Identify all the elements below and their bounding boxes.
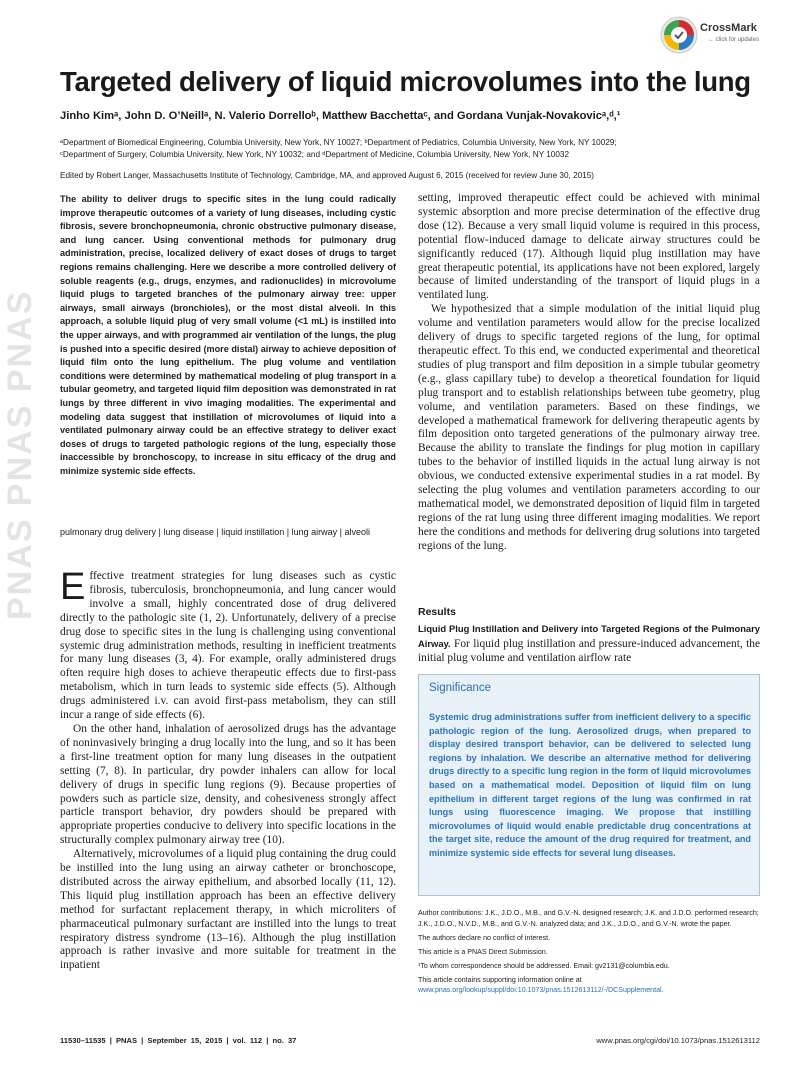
results-text: For liquid plug instillation and pressure-induced advancement, the initial plug volume and ventilation airflow rate <box>418 637 760 664</box>
footer-citation: 11530–11535 | PNAS | September 15, 2015 | vol. 112 | no. 37 <box>60 1036 297 1045</box>
affiliations-line-2: ᶜDepartment of Surgery, Columbia University, New York, NY 10032; and ᵈDepartment of Medicine, Columbia University, New York, NY 10032 <box>60 150 569 159</box>
body-paragraph: We hypothesized that a simple modulation of the initial liquid plug volume and ventilation parameters would allow for the precise localized delivery of drugs to specific targeted regions of the lung, for optimal therapeutic effect. To this end, we conducted experimental and theoretical studies of plug transport and film deposition in a simple tubular geometry (e.g., glass capillary tube) to develop a theoretical foundation for liquid plug transport and to establish relationships between tube geometry, plug volume, and ventilation parameters. Based on these findings, we developed a mathematical framework for delivering therapeutic agents by film deposition onto targeted generations of the pulmonary airway tree. Because the ability to translate the findings for plug motion in capillary tubes to the behavior of instilled liquids in the actual lung airway is not obvious, we conducted extensive experimental studies in a rat model. By selecting the plug volumes and ventilation parameters according to our mathematical model, we demonstrated deposition of liquid film in targeted regions of the rat lung using three different imaging modalities. We report here the conditions and methods for delivering drug solutions into targeted regions of the lung. <box>418 303 760 552</box>
body-right-column <box>418 192 760 554</box>
results-paragraph <box>418 622 760 666</box>
results-heading: Results <box>418 606 456 618</box>
affiliations-line-1: ᵃDepartment of Biomedical Engineering, Columbia University, New York, NY 10027; ᵇDepartment of Pediatrics, Columbia University, New York, NY 10029; <box>60 138 617 147</box>
supporting-info-note <box>418 975 760 996</box>
article-notes <box>418 908 760 999</box>
article-title: Targeted delivery of liquid microvolumes into the lung <box>60 66 751 97</box>
pnas-side-watermark <box>0 150 40 620</box>
supporting-info-link[interactable]: www.pnas.org/lookup/suppl/doi:10.1073/pnas.1512613112/-/DCSupplemental <box>418 986 662 995</box>
affiliations <box>60 137 780 161</box>
crossmark-icon <box>660 16 698 54</box>
keywords: pulmonary drug delivery | lung disease | liquid instillation | lung airway | alveoli <box>60 527 371 537</box>
si-prefix: This article contains supporting information online at <box>418 975 582 984</box>
page-footer <box>60 1036 760 1050</box>
editor-note: Edited by Robert Langer, Massachusetts Institute of Technology, Cambridge, MA, and approved August 6, 2015 (received for review June 30, 2015) <box>60 171 595 180</box>
significance-text: Systemic drug administrations suffer from inefficient delivery to a specific pathologic region of the lung. Aerosolized drugs, when prepared to display desired transport behavior, can be delivered to selected lung regions by inhalation. We describe an alternative method for delivering drugs directly to a specific lung region in the form of liquid microvolumes based on a mathematical model. Deposition of liquid film on lung epithelium in different target regions of the lung was confirmed in rat lungs using fluorescence imaging. We propose that instilling microvolumes of liquid would enable predictable drug concentrations at the target site, reduce the amount of the drug required for treatment, and minimize systemic side effects for several lung diseases. <box>429 712 751 858</box>
body-paragraph: setting, improved therapeutic effect could be achieved with minimal systemic absorption and more precise determination of the effective drug dose (12). Because a very small liquid volume is required in this process, potential flow-induced damage to delicate airway structures could be significantly reduced (17). Although liquid plug instillation may have great therapeutic potential, its applications have not been explored, largely because of limited understanding of the transport of liquid plugs in a ventilated lung. <box>418 192 760 302</box>
submission-note: This article is a PNAS Direct Submission. <box>418 947 548 956</box>
body-paragraph: On the other hand, inhalation of aerosolized drugs has the advantage of noninvasively bringing a drug locally into the lung, and so it has been a first-line treatment option for many lung diseases in the outpatient setting (7, 8). In particular, dry powder inhalers can allow for local delivery of drugs in specific lung regions (9). Because properties of powders such as particle size, density, and cohesiveness strongly affect particle transport behavior, dry powders should be prepared with appropriate properties conducive to delivery into specific locations in the structurally complex pulmonary airway tree (10). <box>60 722 396 847</box>
author-contributions: Author contributions: J.K., J.D.O., M.B., and G.V.-N. designed research; J.K. and J.D.O. performed research; J.K., J.D.O., N.V.D., M.B., and G.V.-N. analyzed data; and J.K., J.D.O., and G.V.-N. wrote the paper. <box>418 909 759 928</box>
abstract: The ability to deliver drugs to specific sites in the lung could radically improve therapeutic outcomes of a variety of lung diseases, including cystic fibrosis, severe bronchopneumonia, chronic obstructive pulmonary disease, and lung cancer. Using conventional methods for pulmonary drug administration, precise, localized delivery of exact doses of drugs to target regions remains challenging. Here we describe a more controlled delivery of soluble reagents (e.g., drugs, enzymes, and radionuclides) in microvolume liquid plugs to targeted branches of the pulmonary airway tree: upper airways, small airways (bronchioles), or the most distal alveoli. In this approach, a soluble liquid plug of very small volume (<1 mL) is instilled into the upper airways, and with programmed air ventilation of the lungs, the plug is pushed into a specific desired (more distal) airway to achieve deposition of liquid film onto the lung epithelium. The plug volume and ventilation conditions were determined by mathematical modeling of plug transport in a tubular geometry, and targeted liquid film deposition was demonstrated in rat lungs by three different in vivo imaging modalities. The experimental and modeling data suggest that instillation of microvolumes of liquid into a ventilated pulmonary airway could be an effective strategy to deliver exact doses of drugs to targeted pathologic regions of the lung, especially those inaccessible by bronchoscopy, to increase in situ efficacy of the drug and minimize systemic side effects. <box>60 194 396 476</box>
body-paragraph: Alternatively, microvolumes of a liquid plug containing the drug could be instilled into the lung using an airway catheter or bronchoscope, distributed across the airway epithelium, and absorbed locally (11, 12). This liquid plug instillation approach has been an effective delivery method for surfactant replacement therapy, in which microliters of pharmaceutical pulmonary surfactant are instilled into the lungs to treat respiratory distress syndrome (13–16). Although the plug instillation approach is rather invasive and more suitable for treatment in the inpatient <box>60 848 396 972</box>
correspondence-note: ¹To whom correspondence should be addressed. Email: gv2131@columbia.edu. <box>418 961 670 970</box>
crossmark-badge[interactable] <box>660 16 770 56</box>
results-subheading: Liquid Plug Instillation and Delivery into Targeted Regions of the Pulmonary Airway. <box>418 623 760 649</box>
watermark-text: PNAS PNAS PNAS <box>1 289 39 620</box>
body-paragraph <box>60 566 396 723</box>
author-list: Jinho Kimᵃ, John D. O’Neillᵃ, N. Valerio Dorrelloᵇ, Matthew Bacchettaᶜ, and Gordana Vunjak-Novakovicᵃ,ᵈ,¹ <box>60 110 621 122</box>
significance-heading: Significance <box>429 682 492 694</box>
significance-box <box>418 674 760 896</box>
si-suffix: . <box>661 986 664 995</box>
results-section <box>418 622 760 666</box>
drop-cap: E <box>60 566 86 608</box>
conflict-statement: The authors declare no conflict of interest. <box>418 933 551 942</box>
body-left-column <box>60 566 396 973</box>
crossmark-title: CrossMark <box>700 22 757 34</box>
footer-doi-link[interactable]: www.pnas.org/cgi/doi/10.1073/pnas.1512613112 <box>596 1036 760 1045</box>
crossmark-subtitle: ← click for updates <box>708 37 760 43</box>
paragraph-text: ffective treatment strategies for lung diseases such as cystic fibrosis, tuberculosis, bronchopneumonia, and lung cancer would involve a small, highly concentrated dose of drug delivered directly to the pathologic site (1, 2). Unfortunately, delivery of a precise drug dose to specific sites in the lung is challenging using conventional systemic drug administration methods, resulting in inefficient treatments for many lung diseases (3, 4). For example, orally administered drugs often require high doses to achieve therapeutic effects due to first-pass metabolism, which in turn leads to systemic side effects (5). Although drugs administered i.v. can avoid first-pass metabolism, they can still incur a range of side effects (6). <box>60 570 396 722</box>
